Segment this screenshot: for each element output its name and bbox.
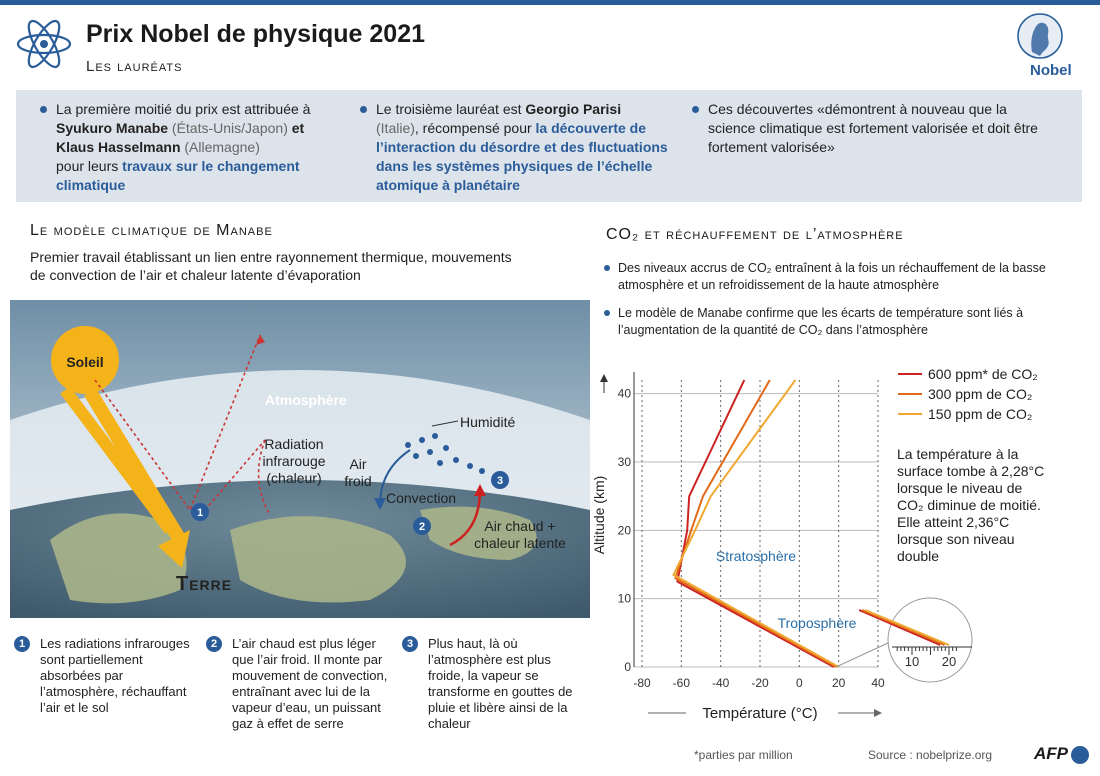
atmosphere-label: Atmosphère xyxy=(265,392,347,408)
inset-tick-label: 20 xyxy=(941,654,957,669)
svg-text:1: 1 xyxy=(196,507,204,519)
earth-label: Terre xyxy=(176,573,233,595)
laureate-hasselmann: et Klaus Hasselmann xyxy=(56,120,305,155)
x-tick-label: -20 xyxy=(751,676,769,690)
x-axis-label: Température (°C) xyxy=(702,705,818,722)
page-title: Prix Nobel de physique 2021 xyxy=(86,20,426,48)
topic-climate: travaux sur le changement climatique xyxy=(56,158,300,193)
zone-label: Troposphère xyxy=(777,615,857,631)
y-tick-label: 10 xyxy=(617,591,631,606)
country: (Allemagne) xyxy=(180,139,260,155)
x-tick-label: 40 xyxy=(871,676,885,690)
afp-logo-icon xyxy=(1070,745,1090,765)
x-tick-label: -60 xyxy=(672,676,691,690)
info-text: La première moitié du prix est attribuée à xyxy=(56,101,311,117)
source: Source : nobelprize.org xyxy=(868,748,993,762)
step-text: L’air chaud est plus léger que l’air froid. Il monte par mouvement de convection, entraînant avec lui de la vapeur d’eau, un puissant gaz à effet de serre xyxy=(232,636,388,731)
humidity-label: Humidité xyxy=(460,414,516,430)
y-tick-label: 20 xyxy=(617,523,631,538)
co2-title: CO₂ et réchauffement de l’atmosphère xyxy=(606,226,904,243)
step-number: 3 xyxy=(402,636,418,652)
svg-text:3: 3 xyxy=(496,475,504,487)
step-text: Plus haut, là où l’atmosphère est plus froide, la vapeur se transforme en gouttes de pluie et libère ainsi de la chaleur xyxy=(428,636,573,731)
manabe-desc: Premier travail établissant un lien entre rayonnement thermique, mouvements de convection de l’air et chaleur latente d’évaporation xyxy=(30,249,512,283)
step-number: 2 xyxy=(206,636,222,652)
warm-air-label: Air chaud + chaleur latente xyxy=(474,518,566,551)
page-subtitle: Les lauréats xyxy=(86,58,183,75)
legend-label: 600 ppm* de CO₂ xyxy=(928,366,1038,382)
y-axis-label: Altitude (km) xyxy=(591,475,607,555)
y-axis-arrowhead xyxy=(600,374,608,382)
laureate-manabe: Syukuro Manabe xyxy=(56,120,169,136)
laureate-parisi: Georgio Parisi xyxy=(525,101,622,117)
legend-label: 300 ppm de CO₂ xyxy=(928,386,1033,402)
manabe-title: Le modèle climatique de Manabe xyxy=(30,222,273,239)
country: (États-Unis/Japon) xyxy=(168,120,292,136)
zone-label: Stratosphère xyxy=(715,548,797,564)
y-tick-label: 30 xyxy=(617,455,631,469)
svg-text:2: 2 xyxy=(418,521,426,533)
info-text: Le troisième lauréat est xyxy=(376,101,526,117)
convection-label: Convection xyxy=(386,490,457,506)
bullet-text: Le modèle de Manabe confirme que les écarts de température sont liés à l’augmentation de la quantité de CO₂ dans l’atmosphère xyxy=(618,306,1024,337)
temperature-note: La température à la surface tombe à 2,28°C lorsque le niveau de CO₂ diminue de moitié. Elle atteint 2,36°C lorsque son niveau double xyxy=(897,446,1045,564)
x-axis-arrowhead xyxy=(874,709,882,717)
step-number: 1 xyxy=(14,636,30,652)
x-tick-label: -40 xyxy=(711,676,730,690)
x-tick-label: -80 xyxy=(633,676,651,690)
inset-tick-label: 10 xyxy=(904,654,920,669)
inset-leader xyxy=(836,643,888,667)
info-quote: Ces découvertes «démontrent à nouveau que la science climatique est fortement valorisée et doit être fortement valorisée» xyxy=(708,101,1038,155)
x-tick-label: 0 xyxy=(795,676,803,690)
sun-label: Soleil xyxy=(66,354,104,370)
info-text: pour leurs xyxy=(56,158,123,174)
cold-air-label: Air froid xyxy=(344,456,372,489)
nobel-label: Nobel xyxy=(1030,62,1072,79)
x-tick-label: 20 xyxy=(831,676,846,690)
radiation-label: Radiation infrarouge (chaleur) xyxy=(262,436,326,486)
afp-logo: AFP xyxy=(1034,744,1068,763)
info-text: , récompensé pour xyxy=(414,120,536,136)
topic-disorder: la découverte de l’interaction du désordre et des fluctuations dans les systèmes physiques de l’échelle atomique à planétaire xyxy=(376,120,668,193)
step-text: Les radiations infrarouges sont partiellement absorbées par l’atmosphère, réchauffant l’air et le sol xyxy=(40,636,190,715)
country: (Italie) xyxy=(376,120,415,136)
y-tick-label: 40 xyxy=(617,386,631,401)
y-tick-label: 0 xyxy=(624,660,631,674)
legend-label: 150 ppm de CO₂ xyxy=(928,406,1033,422)
bullet-text: Des niveaux accrus de CO₂ entraînent à la fois un réchauffement de la basse atmosphère et un refroidissement de la haute atmosphère xyxy=(618,261,1046,292)
footnote: *parties par million xyxy=(694,748,793,762)
